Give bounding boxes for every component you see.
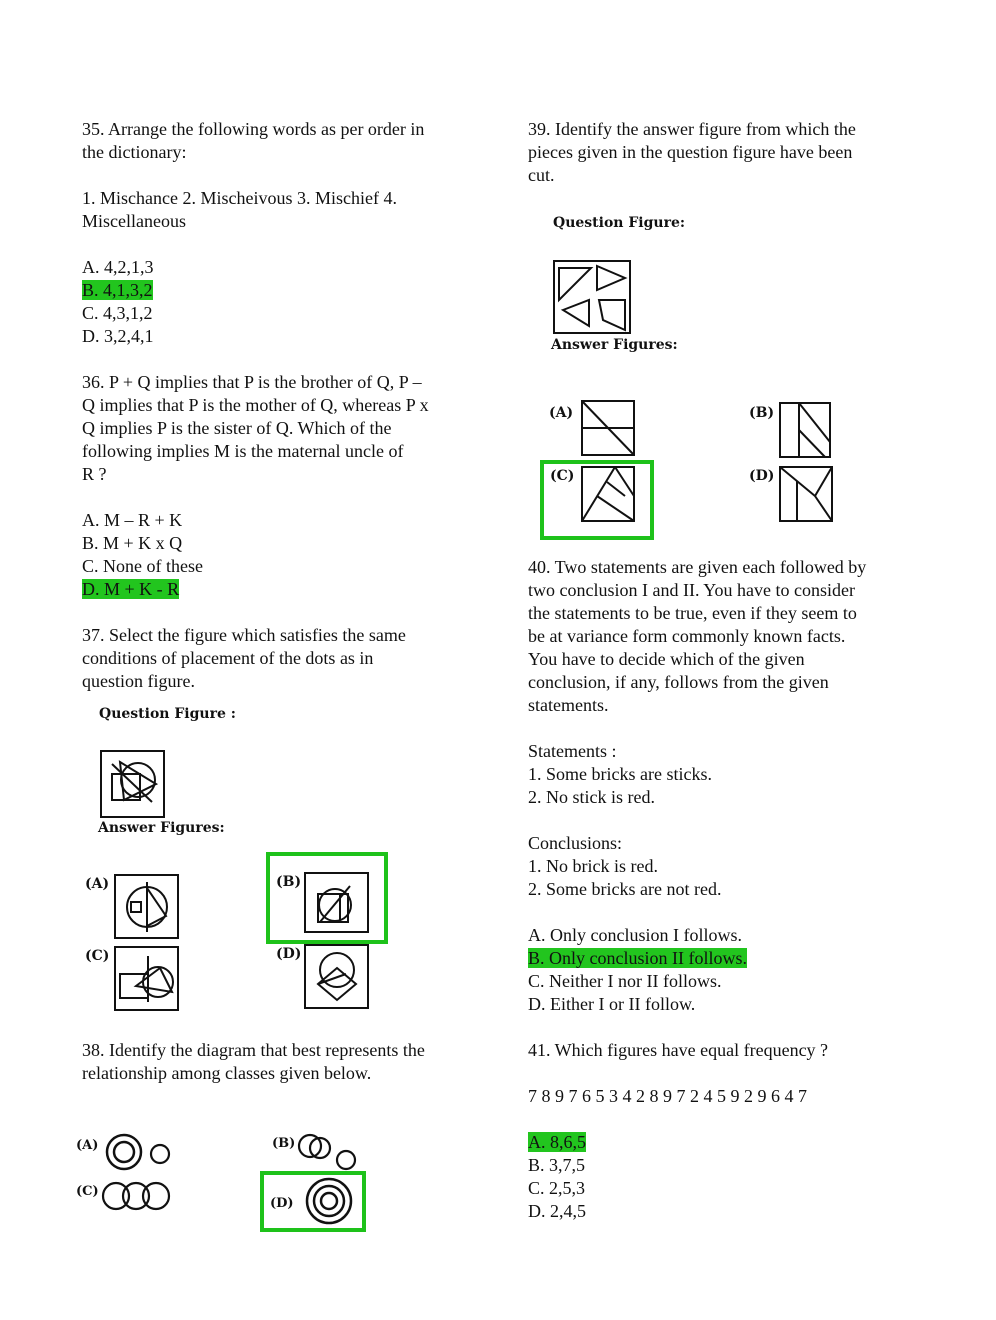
q40-text-line: You have to decide which of the given [528, 649, 805, 669]
question-36 [82, 371, 482, 601]
q39-option-d-figure[interactable] [779, 466, 835, 524]
q35-option-a[interactable]: A. 4,2,1,3 [82, 257, 154, 277]
q35-option-b [82, 279, 482, 302]
q37-option-a-label: (A) [85, 876, 110, 892]
q40-statements-title: Statements : [528, 741, 617, 761]
q39-question-figure [553, 260, 633, 336]
q39-question-figure-label: Question Figure: [553, 215, 686, 231]
q37-answer-figures-label: Answer Figures: [98, 820, 225, 836]
q41-option-b[interactable]: B. 3,7,5 [528, 1155, 586, 1175]
q35-words-line: 1. Mischance 2. Mischeivous 3. Mischief 4. [82, 188, 397, 208]
q36-option-b[interactable]: B. M + K x Q [82, 533, 183, 553]
question-37 [82, 624, 482, 693]
q35-correct-answer[interactable]: B. 4,1,3,2 [82, 280, 153, 300]
q40-correct-answer[interactable]: B. Only conclusion II follows. [528, 948, 747, 968]
q36-text-line: Q implies that P is the mother of Q, whereas P x [82, 395, 429, 415]
q40-text-line: 40. Two statements are given each followed by [528, 557, 867, 577]
q38-option-a-figure[interactable] [104, 1132, 174, 1174]
question-40 [528, 556, 928, 1223]
question-35 [82, 118, 482, 348]
q40-conclusion: 1. No brick is red. [528, 856, 658, 876]
q38-text-line: relationship among classes given below. [82, 1063, 372, 1083]
q39-option-b-label: (B) [749, 405, 775, 421]
q35-option-d[interactable]: D. 3,2,4,1 [82, 326, 154, 346]
q36-text-line: following implies M is the maternal uncle of [82, 441, 404, 461]
q36-option-a[interactable]: A. M – R + K [82, 510, 183, 530]
q36-text-line: Q implies P is the sister of Q. Which of the [82, 418, 392, 438]
q41-question: 41. Which figures have equal frequency ? [528, 1040, 829, 1060]
q39-answer-figures-label: Answer Figures: [551, 337, 678, 353]
q37-option-a-figure[interactable] [114, 874, 180, 940]
q37-option-d-figure[interactable] [304, 944, 370, 1010]
q40-statement: 2. No stick is red. [528, 787, 655, 807]
q39-option-b-figure[interactable] [779, 402, 833, 460]
q38-option-a-label: (A) [76, 1138, 99, 1153]
q40-option-b [528, 947, 928, 970]
q40-conclusion: 2. Some bricks are not red. [528, 879, 722, 899]
q40-text-line: statements. [528, 695, 609, 715]
q39-option-a-figure[interactable] [581, 400, 637, 458]
q39-option-a-label: (A) [549, 405, 574, 421]
q40-option-c[interactable]: C. Neither I nor II follows. [528, 971, 722, 991]
q40-statement: 1. Some bricks are sticks. [528, 764, 712, 784]
q41-option-c[interactable]: C. 2,5,3 [528, 1178, 586, 1198]
q37-text-line: question figure. [82, 671, 195, 691]
q36-text-line: 36. P + Q implies that P is the brother of Q, P – [82, 372, 422, 392]
q38-option-c-figure[interactable] [100, 1178, 174, 1214]
q37-question-figure [100, 750, 166, 820]
q37-correct-box [266, 852, 388, 944]
q39-correct-box [540, 460, 654, 540]
q40-text-line: two conclusion I and II. You have to consider [528, 580, 855, 600]
q39-text-line: cut. [528, 165, 555, 185]
q39-text-line: pieces given in the question figure have been [528, 142, 853, 162]
q40-option-d[interactable]: D. Either I or II follow. [528, 994, 696, 1014]
q37-text-line: 37. Select the figure which satisfies the same [82, 625, 406, 645]
q40-conclusions-title: Conclusions: [528, 833, 623, 853]
q37-option-c-figure[interactable] [114, 946, 180, 1012]
q37-question-figure-label: Question Figure : [99, 706, 236, 722]
q41-option-a [528, 1131, 928, 1154]
q41-sequence: 7 8 9 7 6 5 3 4 2 8 9 7 2 4 5 9 2 9 6 4 7 [528, 1086, 807, 1106]
q40-text-line: conclusion, if any, follows from the given [528, 672, 829, 692]
q35-option-c[interactable]: C. 4,3,1,2 [82, 303, 153, 323]
q36-option-d [82, 578, 482, 601]
q38-text-line: 38. Identify the diagram that best represents the [82, 1040, 425, 1060]
q40-text-line: the statements to be true, even if they seem to [528, 603, 857, 623]
q39-text-line: 39. Identify the answer figure from which the [528, 119, 856, 139]
q38-option-b-figure[interactable] [296, 1130, 360, 1174]
q38-correct-box [260, 1171, 366, 1232]
q39-option-d-label: (D) [749, 468, 775, 484]
q37-option-c-label: (C) [85, 948, 110, 964]
q35-words-line: Miscellaneous [82, 211, 186, 231]
q38-option-b-label: (B) [272, 1136, 296, 1151]
q37-text-line: conditions of placement of the dots as in [82, 648, 374, 668]
q39-option-c-label: (C) [550, 468, 575, 484]
q36-text-line: R ? [82, 464, 107, 484]
q40-text-line: be at variance form commonly known facts. [528, 626, 846, 646]
q41-option-d[interactable]: D. 2,4,5 [528, 1201, 586, 1221]
q35-text-line: the dictionary: [82, 142, 187, 162]
q40-option-a[interactable]: A. Only conclusion I follows. [528, 925, 742, 945]
q41-correct-answer[interactable]: A. 8,6,5 [528, 1132, 586, 1152]
left-column [82, 118, 482, 693]
q38-option-d-label: (D) [270, 1196, 294, 1211]
q38-option-c-label: (C) [76, 1184, 99, 1199]
q36-correct-answer[interactable]: D. M + K - R [82, 579, 180, 599]
question-39 [528, 118, 928, 187]
question-38 [82, 1039, 482, 1085]
q37-option-d-label: (D) [276, 946, 302, 962]
q36-option-c[interactable]: C. None of these [82, 556, 203, 576]
q35-text-line: 35. Arrange the following words as per order in [82, 119, 425, 139]
q37-option-b-label: (B) [276, 874, 302, 890]
